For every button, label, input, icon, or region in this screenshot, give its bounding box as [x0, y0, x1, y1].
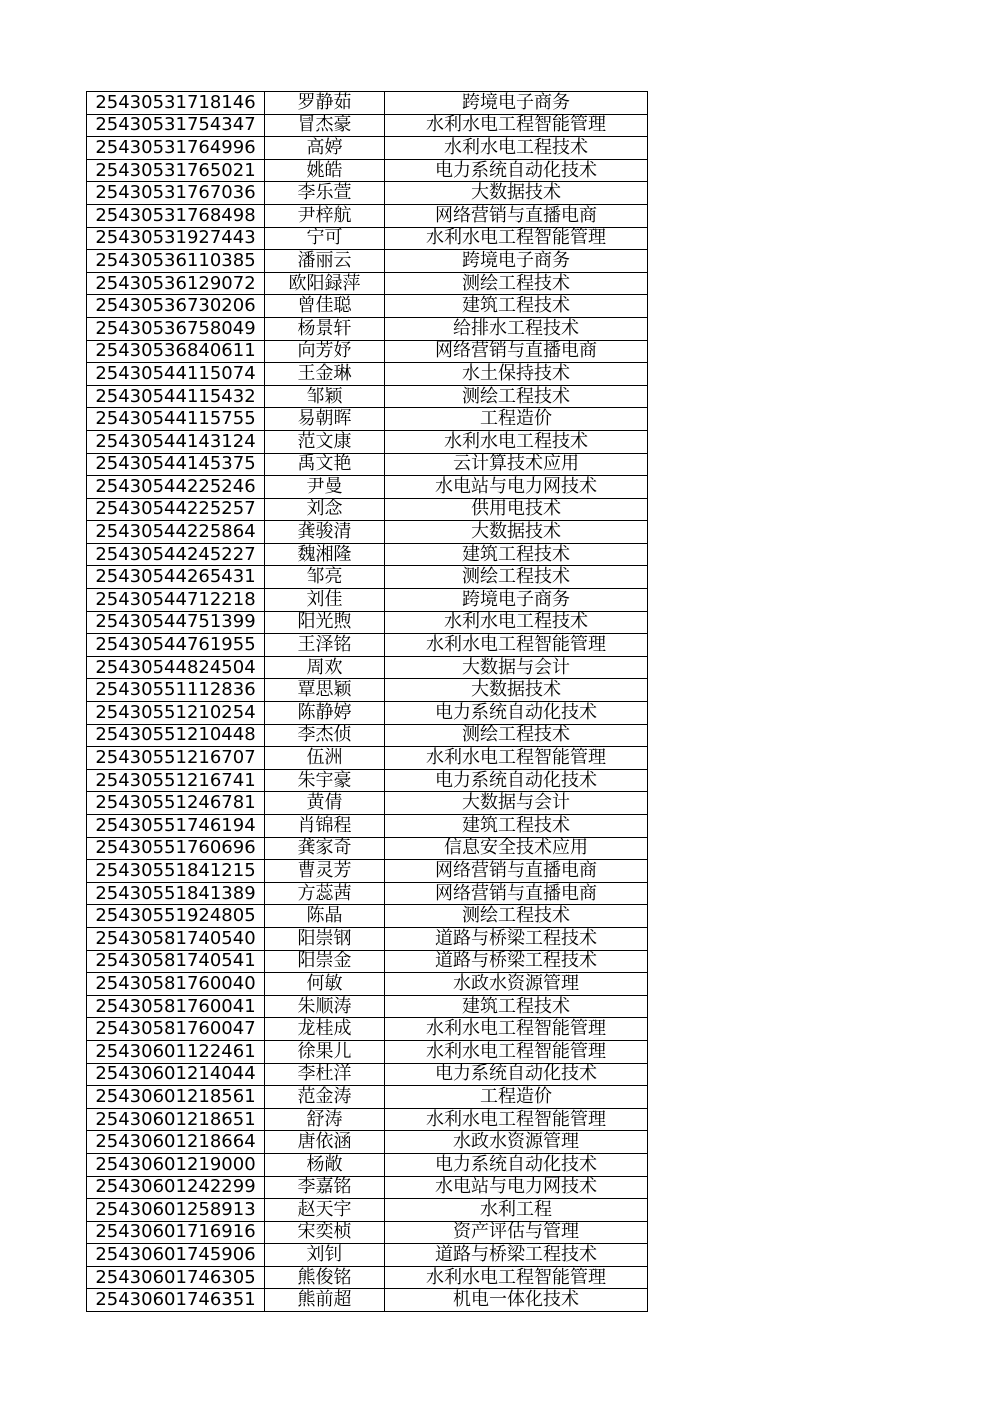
candidate-id-cell: 25430544143124: [87, 430, 265, 453]
table-row: [87, 1176, 648, 1199]
major-cell: 测绘工程技术: [385, 272, 648, 295]
table-row: [87, 566, 648, 589]
student-list-table: [86, 91, 648, 1312]
student-name-cell: 覃思颖: [265, 679, 385, 702]
candidate-id-cell: 25430601122461: [87, 1040, 265, 1063]
student-name-cell: 唐依涵: [265, 1131, 385, 1154]
candidate-id-cell: 25430544115432: [87, 385, 265, 408]
candidate-id-cell: 25430531767036: [87, 182, 265, 205]
table-row: [87, 114, 648, 137]
candidate-id-cell: 25430601218664: [87, 1131, 265, 1154]
table-row: [87, 430, 648, 453]
candidate-id-cell: 25430551760696: [87, 837, 265, 860]
table-row: [87, 860, 648, 883]
candidate-id-cell: 25430601219000: [87, 1153, 265, 1176]
student-name-cell: 姚皓: [265, 159, 385, 182]
student-name-cell: 方蕊茜: [265, 882, 385, 905]
candidate-id-cell: 25430601716916: [87, 1221, 265, 1244]
table-row: [87, 385, 648, 408]
table-row: [87, 1131, 648, 1154]
major-cell: 水利水电工程技术: [385, 611, 648, 634]
table-row: [87, 363, 648, 386]
table-row: [87, 408, 648, 431]
student-name-cell: 杨敞: [265, 1153, 385, 1176]
candidate-id-cell: 25430531768498: [87, 204, 265, 227]
candidate-id-cell: 25430536129072: [87, 272, 265, 295]
major-cell: 工程造价: [385, 408, 648, 431]
major-cell: 大数据技术: [385, 182, 648, 205]
candidate-id-cell: 25430544751399: [87, 611, 265, 634]
table-row: [87, 973, 648, 996]
major-cell: 水利水电工程智能管理: [385, 114, 648, 137]
student-name-cell: 黄倩: [265, 792, 385, 815]
table-row: [87, 656, 648, 679]
student-name-cell: 向芳妤: [265, 340, 385, 363]
table-row: [87, 1108, 648, 1131]
student-name-cell: 李杰侦: [265, 724, 385, 747]
student-name-cell: 阳崇钢: [265, 927, 385, 950]
table-row: [87, 250, 648, 273]
candidate-id-cell: 25430544115074: [87, 363, 265, 386]
student-name-cell: 熊俊铭: [265, 1266, 385, 1289]
student-name-cell: 潘丽云: [265, 250, 385, 273]
student-name-cell: 欧阳録萍: [265, 272, 385, 295]
student-name-cell: 王泽铭: [265, 634, 385, 657]
student-name-cell: 舒涛: [265, 1108, 385, 1131]
major-cell: 电力系统自动化技术: [385, 702, 648, 725]
table-row: [87, 634, 648, 657]
table-row: [87, 498, 648, 521]
candidate-id-cell: 25430601218561: [87, 1086, 265, 1109]
table-row: [87, 1266, 648, 1289]
candidate-id-cell: 25430544712218: [87, 589, 265, 612]
student-name-cell: 周欢: [265, 656, 385, 679]
candidate-id-cell: 25430531718146: [87, 92, 265, 115]
table-row: [87, 227, 648, 250]
candidate-id-cell: 25430544225246: [87, 476, 265, 499]
student-name-cell: 阳光煦: [265, 611, 385, 634]
student-name-cell: 冒杰豪: [265, 114, 385, 137]
table-row: [87, 453, 648, 476]
major-cell: 水政水资源管理: [385, 1131, 648, 1154]
table-row: [87, 995, 648, 1018]
major-cell: 网络营销与直播电商: [385, 860, 648, 883]
major-cell: 大数据技术: [385, 521, 648, 544]
table-row: [87, 815, 648, 838]
candidate-id-cell: 25430581740541: [87, 950, 265, 973]
major-cell: 给排水工程技术: [385, 317, 648, 340]
major-cell: 大数据技术: [385, 679, 648, 702]
major-cell: 建筑工程技术: [385, 543, 648, 566]
major-cell: 水利水电工程智能管理: [385, 1018, 648, 1041]
student-name-cell: 魏湘隆: [265, 543, 385, 566]
major-cell: 道路与桥梁工程技术: [385, 950, 648, 973]
candidate-id-cell: 25430601746305: [87, 1266, 265, 1289]
candidate-id-cell: 25430551746194: [87, 815, 265, 838]
major-cell: 水电站与电力网技术: [385, 476, 648, 499]
major-cell: 信息安全技术应用: [385, 837, 648, 860]
table-row: [87, 204, 648, 227]
table-row: [87, 159, 648, 182]
major-cell: 水利水电工程智能管理: [385, 1040, 648, 1063]
major-cell: 测绘工程技术: [385, 566, 648, 589]
table-row: [87, 905, 648, 928]
major-cell: 测绘工程技术: [385, 385, 648, 408]
candidate-id-cell: 25430551216741: [87, 769, 265, 792]
candidate-id-cell: 25430544824504: [87, 656, 265, 679]
table-row: [87, 769, 648, 792]
major-cell: 机电一体化技术: [385, 1289, 648, 1312]
student-name-cell: 李乐萱: [265, 182, 385, 205]
table-row: [87, 137, 648, 160]
candidate-id-cell: 25430551112836: [87, 679, 265, 702]
student-name-cell: 易朝晖: [265, 408, 385, 431]
candidate-id-cell: 25430601746351: [87, 1289, 265, 1312]
candidate-id-cell: 25430536730206: [87, 295, 265, 318]
table-row: [87, 521, 648, 544]
major-cell: 大数据与会计: [385, 656, 648, 679]
student-name-cell: 尹梓航: [265, 204, 385, 227]
major-cell: 电力系统自动化技术: [385, 159, 648, 182]
table-row: [87, 1153, 648, 1176]
candidate-id-cell: 25430581740540: [87, 927, 265, 950]
major-cell: 水政水资源管理: [385, 973, 648, 996]
student-name-cell: 杨景轩: [265, 317, 385, 340]
student-name-cell: 邹亮: [265, 566, 385, 589]
major-cell: 工程造价: [385, 1086, 648, 1109]
table-row: [87, 747, 648, 770]
candidate-id-cell: 25430544265431: [87, 566, 265, 589]
candidate-id-cell: 25430536110385: [87, 250, 265, 273]
table-row: [87, 182, 648, 205]
candidate-id-cell: 25430544145375: [87, 453, 265, 476]
candidate-id-cell: 25430581760041: [87, 995, 265, 1018]
student-name-cell: 陈晶: [265, 905, 385, 928]
major-cell: 资产评估与管理: [385, 1221, 648, 1244]
candidate-id-cell: 25430601242299: [87, 1176, 265, 1199]
major-cell: 网络营销与直播电商: [385, 340, 648, 363]
student-name-cell: 曹灵芳: [265, 860, 385, 883]
student-name-cell: 肖锦程: [265, 815, 385, 838]
major-cell: 网络营销与直播电商: [385, 204, 648, 227]
candidate-id-cell: 25430531764996: [87, 137, 265, 160]
student-name-cell: 范金涛: [265, 1086, 385, 1109]
candidate-id-cell: 25430601258913: [87, 1199, 265, 1222]
major-cell: 建筑工程技术: [385, 995, 648, 1018]
candidate-id-cell: 25430544245227: [87, 543, 265, 566]
student-name-cell: 罗静茹: [265, 92, 385, 115]
candidate-id-cell: 25430544225864: [87, 521, 265, 544]
student-name-cell: 宋奕桢: [265, 1221, 385, 1244]
major-cell: 水利工程: [385, 1199, 648, 1222]
major-cell: 水利水电工程智能管理: [385, 1108, 648, 1131]
student-name-cell: 李嘉铭: [265, 1176, 385, 1199]
major-cell: 大数据与会计: [385, 792, 648, 815]
table-row: [87, 1063, 648, 1086]
table-row: [87, 837, 648, 860]
major-cell: 水电站与电力网技术: [385, 1176, 648, 1199]
candidate-id-cell: 25430551246781: [87, 792, 265, 815]
major-cell: 水利水电工程智能管理: [385, 227, 648, 250]
major-cell: 道路与桥梁工程技术: [385, 1244, 648, 1267]
major-cell: 水利水电工程技术: [385, 430, 648, 453]
student-name-cell: 熊前超: [265, 1289, 385, 1312]
major-cell: 水利水电工程智能管理: [385, 747, 648, 770]
table-row: [87, 543, 648, 566]
student-name-cell: 伍洲: [265, 747, 385, 770]
table-row: [87, 295, 648, 318]
candidate-id-cell: 25430581760047: [87, 1018, 265, 1041]
major-cell: 电力系统自动化技术: [385, 1153, 648, 1176]
student-name-cell: 刘佳: [265, 589, 385, 612]
candidate-id-cell: 25430551210448: [87, 724, 265, 747]
table-row: [87, 1289, 648, 1312]
major-cell: 测绘工程技术: [385, 905, 648, 928]
candidate-id-cell: 25430551210254: [87, 702, 265, 725]
major-cell: 测绘工程技术: [385, 724, 648, 747]
candidate-id-cell: 25430544225257: [87, 498, 265, 521]
major-cell: 跨境电子商务: [385, 92, 648, 115]
student-name-cell: 徐果儿: [265, 1040, 385, 1063]
student-name-cell: 龚骏清: [265, 521, 385, 544]
student-name-cell: 宁可: [265, 227, 385, 250]
table-row: [87, 950, 648, 973]
candidate-id-cell: 25430601214044: [87, 1063, 265, 1086]
table-row: [87, 340, 648, 363]
table-row: [87, 317, 648, 340]
student-name-cell: 范文康: [265, 430, 385, 453]
student-name-cell: 李杜洋: [265, 1063, 385, 1086]
table-row: [87, 1040, 648, 1063]
candidate-id-cell: 25430536840611: [87, 340, 265, 363]
table-row: [87, 1199, 648, 1222]
table-row: [87, 927, 648, 950]
table-row: [87, 679, 648, 702]
table-row: [87, 589, 648, 612]
student-name-cell: 赵天宇: [265, 1199, 385, 1222]
candidate-id-cell: 25430551216707: [87, 747, 265, 770]
candidate-id-cell: 25430531765021: [87, 159, 265, 182]
table-row: [87, 1244, 648, 1267]
candidate-id-cell: 25430531927443: [87, 227, 265, 250]
major-cell: 供用电技术: [385, 498, 648, 521]
table-row: [87, 1221, 648, 1244]
student-name-cell: 刘钊: [265, 1244, 385, 1267]
student-name-cell: 何敏: [265, 973, 385, 996]
table-row: [87, 724, 648, 747]
student-name-cell: 尹曼: [265, 476, 385, 499]
major-cell: 跨境电子商务: [385, 589, 648, 612]
candidate-id-cell: 25430551924805: [87, 905, 265, 928]
table-row: [87, 1018, 648, 1041]
student-name-cell: 阳崇金: [265, 950, 385, 973]
student-name-cell: 王金琳: [265, 363, 385, 386]
table-row: [87, 882, 648, 905]
student-name-cell: 邹颖: [265, 385, 385, 408]
candidate-id-cell: 25430581760040: [87, 973, 265, 996]
student-name-cell: 龙桂成: [265, 1018, 385, 1041]
table-row: [87, 1086, 648, 1109]
student-name-cell: 曾佳聪: [265, 295, 385, 318]
major-cell: 建筑工程技术: [385, 815, 648, 838]
major-cell: 水利水电工程技术: [385, 137, 648, 160]
major-cell: 电力系统自动化技术: [385, 769, 648, 792]
major-cell: 电力系统自动化技术: [385, 1063, 648, 1086]
student-name-cell: 朱顺涛: [265, 995, 385, 1018]
candidate-id-cell: 25430601218651: [87, 1108, 265, 1131]
candidate-id-cell: 25430551841389: [87, 882, 265, 905]
major-cell: 水利水电工程智能管理: [385, 1266, 648, 1289]
table-row: [87, 92, 648, 115]
student-name-cell: 朱宇豪: [265, 769, 385, 792]
candidate-id-cell: 25430536758049: [87, 317, 265, 340]
table-row: [87, 702, 648, 725]
major-cell: 道路与桥梁工程技术: [385, 927, 648, 950]
candidate-id-cell: 25430551841215: [87, 860, 265, 883]
candidate-id-cell: 25430601745906: [87, 1244, 265, 1267]
candidate-id-cell: 25430531754347: [87, 114, 265, 137]
table-row: [87, 476, 648, 499]
candidate-id-cell: 25430544115755: [87, 408, 265, 431]
major-cell: 网络营销与直播电商: [385, 882, 648, 905]
table-row: [87, 272, 648, 295]
student-name-cell: 禹文艳: [265, 453, 385, 476]
major-cell: 跨境电子商务: [385, 250, 648, 273]
table-row: [87, 611, 648, 634]
table-row: [87, 792, 648, 815]
major-cell: 水利水电工程智能管理: [385, 634, 648, 657]
student-name-cell: 刘念: [265, 498, 385, 521]
major-cell: 云计算技术应用: [385, 453, 648, 476]
major-cell: 建筑工程技术: [385, 295, 648, 318]
student-name-cell: 陈静婷: [265, 702, 385, 725]
table-body: [87, 92, 648, 1312]
student-name-cell: 高婷: [265, 137, 385, 160]
major-cell: 水土保持技术: [385, 363, 648, 386]
student-name-cell: 龚家奇: [265, 837, 385, 860]
candidate-id-cell: 25430544761955: [87, 634, 265, 657]
